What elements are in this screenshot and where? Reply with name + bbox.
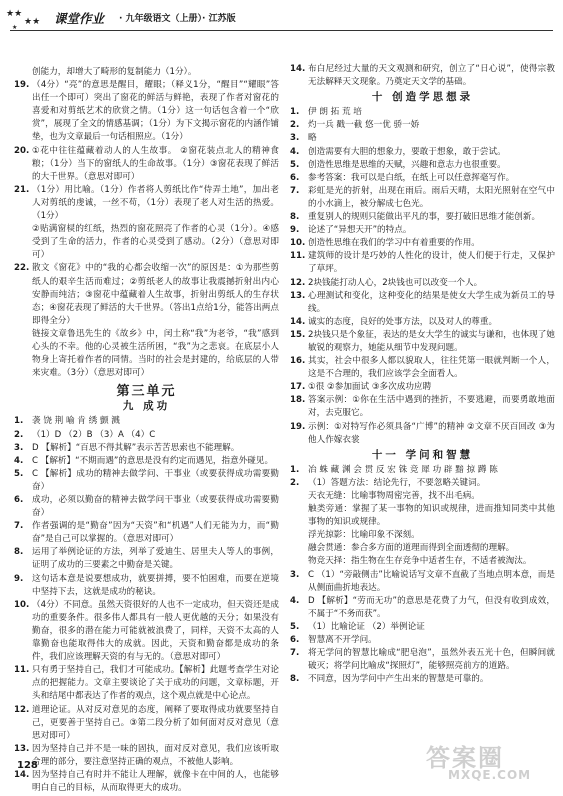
answer-number: 13. — [14, 743, 30, 754]
answer-number: 19. — [290, 421, 306, 432]
answer-continuation: 触类旁通：掌握了某一事物的知识或规律，进而推知同类中其他事物的知识或规律。 — [308, 504, 555, 528]
answer-number: 9. — [14, 573, 24, 584]
answer-number: 20. — [14, 145, 30, 156]
svg-text:★: ★ — [12, 24, 18, 30]
answer-number: 19. — [14, 80, 30, 91]
answer-text: C 【解析】成功的精神去做学问、干事业（或要获得成功需要勤奋） — [32, 468, 279, 492]
watermark-text: 答案圈 — [426, 744, 504, 772]
answer-item — [290, 477, 555, 490]
answer-number: 6. — [290, 635, 300, 646]
answer-number: 3. — [290, 569, 300, 580]
answer-text: 参考答案：我可以是白纸，在纸上可以任意挥毫写作。 — [308, 172, 515, 183]
answer-number: 8. — [290, 212, 300, 223]
answer-text: 作者强调的是“勤奋”因为“天资”和“机遇”人们无能为力，而“勤奋”是自己可以掌握的。（意思对即可） — [32, 521, 279, 545]
watermark-url: MXQE.COM — [448, 768, 532, 782]
answer-continuation: 融会贯通：参合多方面的道理而得到全面透彻的理解。 — [308, 543, 515, 554]
answer-item — [290, 185, 555, 211]
answer-number: 14. — [14, 769, 30, 780]
answer-number: 21. — [14, 184, 30, 195]
answer-number: 5. — [290, 159, 300, 170]
answer-item — [290, 63, 555, 89]
answer-item — [14, 546, 279, 572]
answer-item — [290, 647, 555, 673]
answer-text: 2块钱能打动人心，2块钱也可以改变一个人。 — [308, 277, 483, 288]
answer-number: 2. — [290, 120, 300, 131]
answer-text: 伊 朗 拓 荒 培 — [308, 107, 362, 118]
answer-item — [14, 429, 279, 442]
answer-item — [290, 290, 555, 316]
answer-text: （1）比喻论证 （2）举例论证 — [308, 621, 425, 632]
answer-item — [14, 455, 279, 468]
answer-text: （1）D （2）B （3）A （4）C — [32, 429, 156, 440]
answer-item — [290, 634, 555, 647]
answer-item — [290, 355, 555, 381]
answer-text: 这句话本意是说要想成功，就要拼搏，要不怕困难，而要在逆境中坚持下去，这就是成功的秘诀。 — [32, 573, 279, 597]
page-header — [0, 0, 563, 34]
answer-item — [14, 184, 279, 223]
answer-number: 2. — [14, 429, 24, 440]
answer-item — [290, 673, 555, 686]
answer-continuation: 创能力，却增大了畸形的复制能力（1分）。 — [32, 67, 197, 77]
answer-text: 答案示例：①你在生活中遇到的挫折，不要逃避，而要勇敢地面对，去克服它。 — [308, 395, 555, 419]
answer-number: 6. — [14, 495, 24, 505]
answer-number: 9. — [290, 225, 300, 236]
answer-number: 13. — [290, 290, 306, 301]
answer-text: 因为坚持自己并不是一味的固执，面对反对意见，我们应该听取合理的部分，要注意坚持正确的观点，不被他人影响。 — [32, 743, 279, 767]
series-brand: 课堂作业 — [54, 11, 105, 26]
answer-number: 17. — [290, 382, 306, 393]
answer-text: （1分）用比喻。（1分）作者将人剪纸比作“侍弄土地”，加出老人对剪纸的虔诚，一丝不苟，（1分）表现了老人对生活的热爱。（1分） — [32, 184, 279, 222]
answer-number: 8. — [290, 674, 300, 685]
answer-number: 2. — [290, 477, 300, 488]
answer-text: 袭 饶 荆 喻 肯 绣 颤 溅 — [32, 416, 120, 427]
answer-item — [14, 79, 279, 144]
answer-item — [14, 743, 279, 769]
answer-text: 略 — [308, 133, 317, 144]
answer-item — [290, 394, 555, 420]
answer-number: 3. — [14, 442, 24, 453]
right-column — [290, 63, 555, 686]
answer-text: 因为坚持自己有时并不能让人理解，就像卡在中间的人，也能够明白自己的目标，从而取得更大的成功。 — [32, 769, 279, 794]
answer-text: 建筑师的设计是巧妙的人性化的设计，使人们便于行走，又保护了草坪。 — [308, 251, 555, 275]
answer-item — [14, 599, 279, 664]
answer-item — [14, 262, 279, 327]
answer-text: 将无学问的智慧比喻成“肥皂泡”，虽然外表五光十色，但瞬间就破灭；将学问比喻成“探照灯”，能够照亮前方的道路。 — [308, 648, 555, 672]
unit-heading: 第三单元 — [116, 384, 177, 400]
answer-number: 4. — [14, 455, 24, 466]
answer-text: 论述了“异想天开”的特点。 — [308, 225, 412, 236]
answer-number: 4. — [290, 146, 300, 157]
answer-item — [290, 621, 555, 634]
answer-text: 运用了举例论证的方法，列举了爱迪生、居里夫人等人的事例，证明了成功的三要素之中勤奋是关键。 — [32, 547, 279, 571]
answer-number: 12. — [14, 704, 30, 715]
answer-item — [290, 316, 555, 329]
svg-text:★★: ★★ — [24, 17, 41, 27]
answer-item — [14, 704, 279, 743]
answer-continuation: 天衣无缝：比喻事物周密完善，找不出毛病。 — [308, 491, 480, 501]
answer-number: 1. — [14, 416, 24, 427]
answer-text: 道理论证。从对反对意见的态度，阐释了要取得成功就要坚持自己，更要善于坚持自己。③第二段分析了如何面对反对意见（意思对即可） — [32, 704, 279, 741]
answer-text: 2块钱只是个象征，表达的是女大学生的诚实与谦和，也体现了她敏锐的观察力，她能从细节中发现问题。 — [308, 329, 555, 353]
answer-item — [290, 237, 555, 250]
answer-number: 7. — [290, 648, 300, 659]
answer-item — [290, 224, 555, 237]
answer-number: 10. — [290, 238, 306, 249]
answer-text: 创造需要有大胆的想象力，要敢于想象，敢于尝试。 — [308, 146, 506, 157]
answer-text: ①很 ②参加面试 ③多次成功应聘 — [308, 382, 432, 393]
answer-item — [290, 329, 555, 355]
answer-item — [14, 494, 279, 520]
answer-text: C 【解析】“不期而遇”的意思是没有约定而遇见，指意外碰见。 — [32, 455, 274, 466]
svg-text:★★: ★★ — [6, 9, 23, 19]
answer-number: 22. — [14, 263, 30, 274]
answer-number: 4. — [290, 595, 300, 606]
answer-item — [290, 595, 555, 621]
answer-text: 不同意，因为学问中产生出来的智慧是可靠的。 — [308, 674, 489, 685]
answer-item — [290, 277, 555, 290]
answer-item — [14, 442, 279, 455]
answer-continuation: 浮光掠影：比喻印象不深刻。 — [308, 530, 420, 541]
answer-number: 14. — [290, 316, 306, 327]
answer-item — [14, 520, 279, 546]
answer-number: 11. — [290, 251, 306, 262]
answer-text: 智慧离不开学问。 — [308, 635, 377, 646]
answer-text: 示例：①对特写作必须具备“广博”的精神 ②文章不厌百回改 ③为他人作嫁衣裳 — [308, 421, 555, 445]
answer-text: 彩虹是光的折射，出现在雨后。雨后天晴，太阳光照射在空气中的小水滴上，被分解成七色光。 — [308, 185, 555, 209]
answer-number: 7. — [290, 185, 300, 196]
answer-item — [14, 415, 279, 428]
answer-number: 14. — [290, 64, 306, 74]
answer-text: 散文《窗花》中的“我的心都会收缩一次”的原因是：①为那些剪纸人的艰辛生活而难过；②剪纸老人的故事让我震撼折射出内心安静而纯洁；③窗花中蕴藏着人生故事，折射出剪纸人的生存状态；④窗花表现了鲜活的大千世界。（答出1点给1分，能答出两点即得全分） — [32, 263, 279, 326]
answer-text: 其实，社会中很多人都以貌取人，往往凭第一眼就判断一个人，这是不合理的，我们应该学会全面看人。 — [308, 356, 555, 380]
lesson-heading: 十一 学问和智慧 — [371, 448, 474, 461]
answer-item — [290, 146, 555, 159]
answer-text: 成功，必须以勤奋的精神去做学问干事业（或要获得成功需要勤奋） — [32, 495, 279, 519]
answer-item — [290, 421, 555, 447]
answer-text: 灼一兵 戳一截 悠一优 骄一娇 — [308, 120, 420, 131]
answer-item — [290, 381, 555, 394]
answer-number: 3. — [290, 133, 300, 144]
answer-text: 创造性思维是思维的天赋，兴趣和意志力也很重要。 — [308, 159, 506, 170]
answer-number: 6. — [290, 172, 300, 183]
answer-text: 诚实的态度，良好的处事方法，以及对人的尊重。 — [308, 316, 498, 327]
answer-item — [14, 664, 279, 703]
watermark-logo — [426, 738, 558, 788]
answer-text: 心理测试和变化，这种变化的结果是使女大学生成为新员工的导线。 — [308, 290, 555, 314]
answer-text: 布白尼经过大量的天文观测和研究，创立了“日心说”，使得宗教无法解释天文现象。乃奠定天文学的基础。 — [308, 64, 555, 88]
answer-number: 1. — [290, 464, 300, 475]
answer-text: （4分）不同意。虽然天资很好的人也不一定成功，但天资还是成功的重要条件。很多伟人都具有一般人更优越的天分；如果没有勤奋，很多的潜在能力可能就被浪费了，同样，天资不太高的人靠勤奋也能取得伟大的成就。因此，天资和勤奋都是成功的条件，我们应该理解天资的有与无的。（意思对即可） — [32, 599, 279, 663]
answer-number: 11. — [14, 665, 30, 676]
answer-text: D 【解析】“劳而无功”的意思是花费了力气，但没有收到成效，不属于“不务而获”。 — [308, 595, 555, 619]
header-rule — [10, 30, 553, 31]
answer-continuation: 链接文章鲁迅先生的《故乡》中，闰土称“我”为老爷，“我”感到心头的不幸。他的心灵被生活所困，“我”为之悲哀。在底层小人物身上寄托着作者的同情。当时的社会是封建的，给底层的人带来灾难。（3分）（意思对即可） — [32, 328, 279, 379]
answer-number: 12. — [290, 277, 306, 288]
answer-number: 1. — [290, 107, 300, 118]
answer-continuation: 物竞天择：指生物在生存竞争中适者生存，不适者被淘汰。 — [308, 556, 532, 567]
answer-number: 5. — [14, 468, 24, 479]
answer-text: C （1）“旁敲侧击”比喻说话写文章不直截了当地点明本意，而是从侧面曲折地表达。 — [308, 569, 555, 593]
answer-number: 15. — [290, 329, 306, 340]
answer-number: 18. — [290, 395, 306, 406]
answer-continuation: ②贴满窗棂的红纸，热烈的窗花照亮了作者的心灵（1分）。④感受到了生命的活力，作者的心灵受到了感动。（2分）（意思对即可） — [32, 224, 279, 261]
answer-item — [290, 132, 555, 145]
answer-text: ①花中往往蕴藏着动人的人生故事。 ②窗花装点北人的精神食粮；（1分）当下的窗纸人的生命故事。（1分）③窗花表现了鲜活的大千世界。（意思对即可） — [32, 145, 279, 182]
left-column — [14, 66, 279, 795]
page-number: 128 — [17, 760, 38, 771]
answer-item — [290, 172, 555, 185]
answer-item — [14, 468, 279, 494]
answer-item — [14, 769, 279, 795]
answer-number: 7. — [14, 521, 24, 532]
answer-text: （1）答题方法：结论先行，不要忽略关键词。 — [308, 477, 486, 488]
answer-item — [290, 159, 555, 172]
answer-item — [14, 573, 279, 599]
answer-text: 只有勇于坚持自己，我们才可能成功。【解析】此题考查学生对论点的把握能力。文章主要谈论了关于成功的问题，文章标题，开头和结尾中都表达了作者的观点，这个观点就是中心论点。 — [32, 665, 279, 702]
answer-item — [14, 145, 279, 184]
answer-text: 冶 蛛 藏 渊 会 贯 反 宏 铢 竞 犀 功 辟 黯 掠 蹲 陈 — [308, 464, 498, 475]
lesson-heading: 十 创造学思想录 — [371, 91, 474, 104]
answer-item — [290, 464, 555, 477]
answer-item — [290, 119, 555, 132]
answer-number: 16. — [290, 356, 306, 367]
book-subtitle: · 九年级语文（上册）· 江苏版 — [119, 14, 236, 24]
answer-text: 重复别人的规则只能做出平凡的事，要打破旧思维才能创新。 — [308, 212, 541, 223]
answer-item — [290, 569, 555, 595]
answer-text: 创造性思维在我们的学习中有着重要的作用。 — [308, 238, 480, 249]
answer-number: 8. — [14, 547, 24, 558]
lesson-heading: 九 成功 — [122, 400, 171, 413]
answer-item — [290, 211, 555, 224]
answer-text: （4分）“亮”的意思是醒目，耀眼；（释义1分，“醒目”“耀眼”答出任一个即可）突出了窗花的鲜活与鲜艳，表现了作者对窗花的喜爱和对剪纸艺术的欣赏之情。（1分）这一句话包含着一个“欣赏”，展现了全文的情感基调；（1分）为下文揭示窗花的内涵作铺垫，也为文章最后一句话相照应。（1分） — [32, 80, 279, 143]
answer-item — [290, 250, 555, 276]
answer-item — [290, 106, 555, 119]
answer-number: 5. — [290, 621, 300, 632]
answer-text: D 【解析】“百思不得其解”表示苦苦思索也不能理解。 — [32, 442, 240, 453]
answer-number: 10. — [14, 599, 30, 610]
